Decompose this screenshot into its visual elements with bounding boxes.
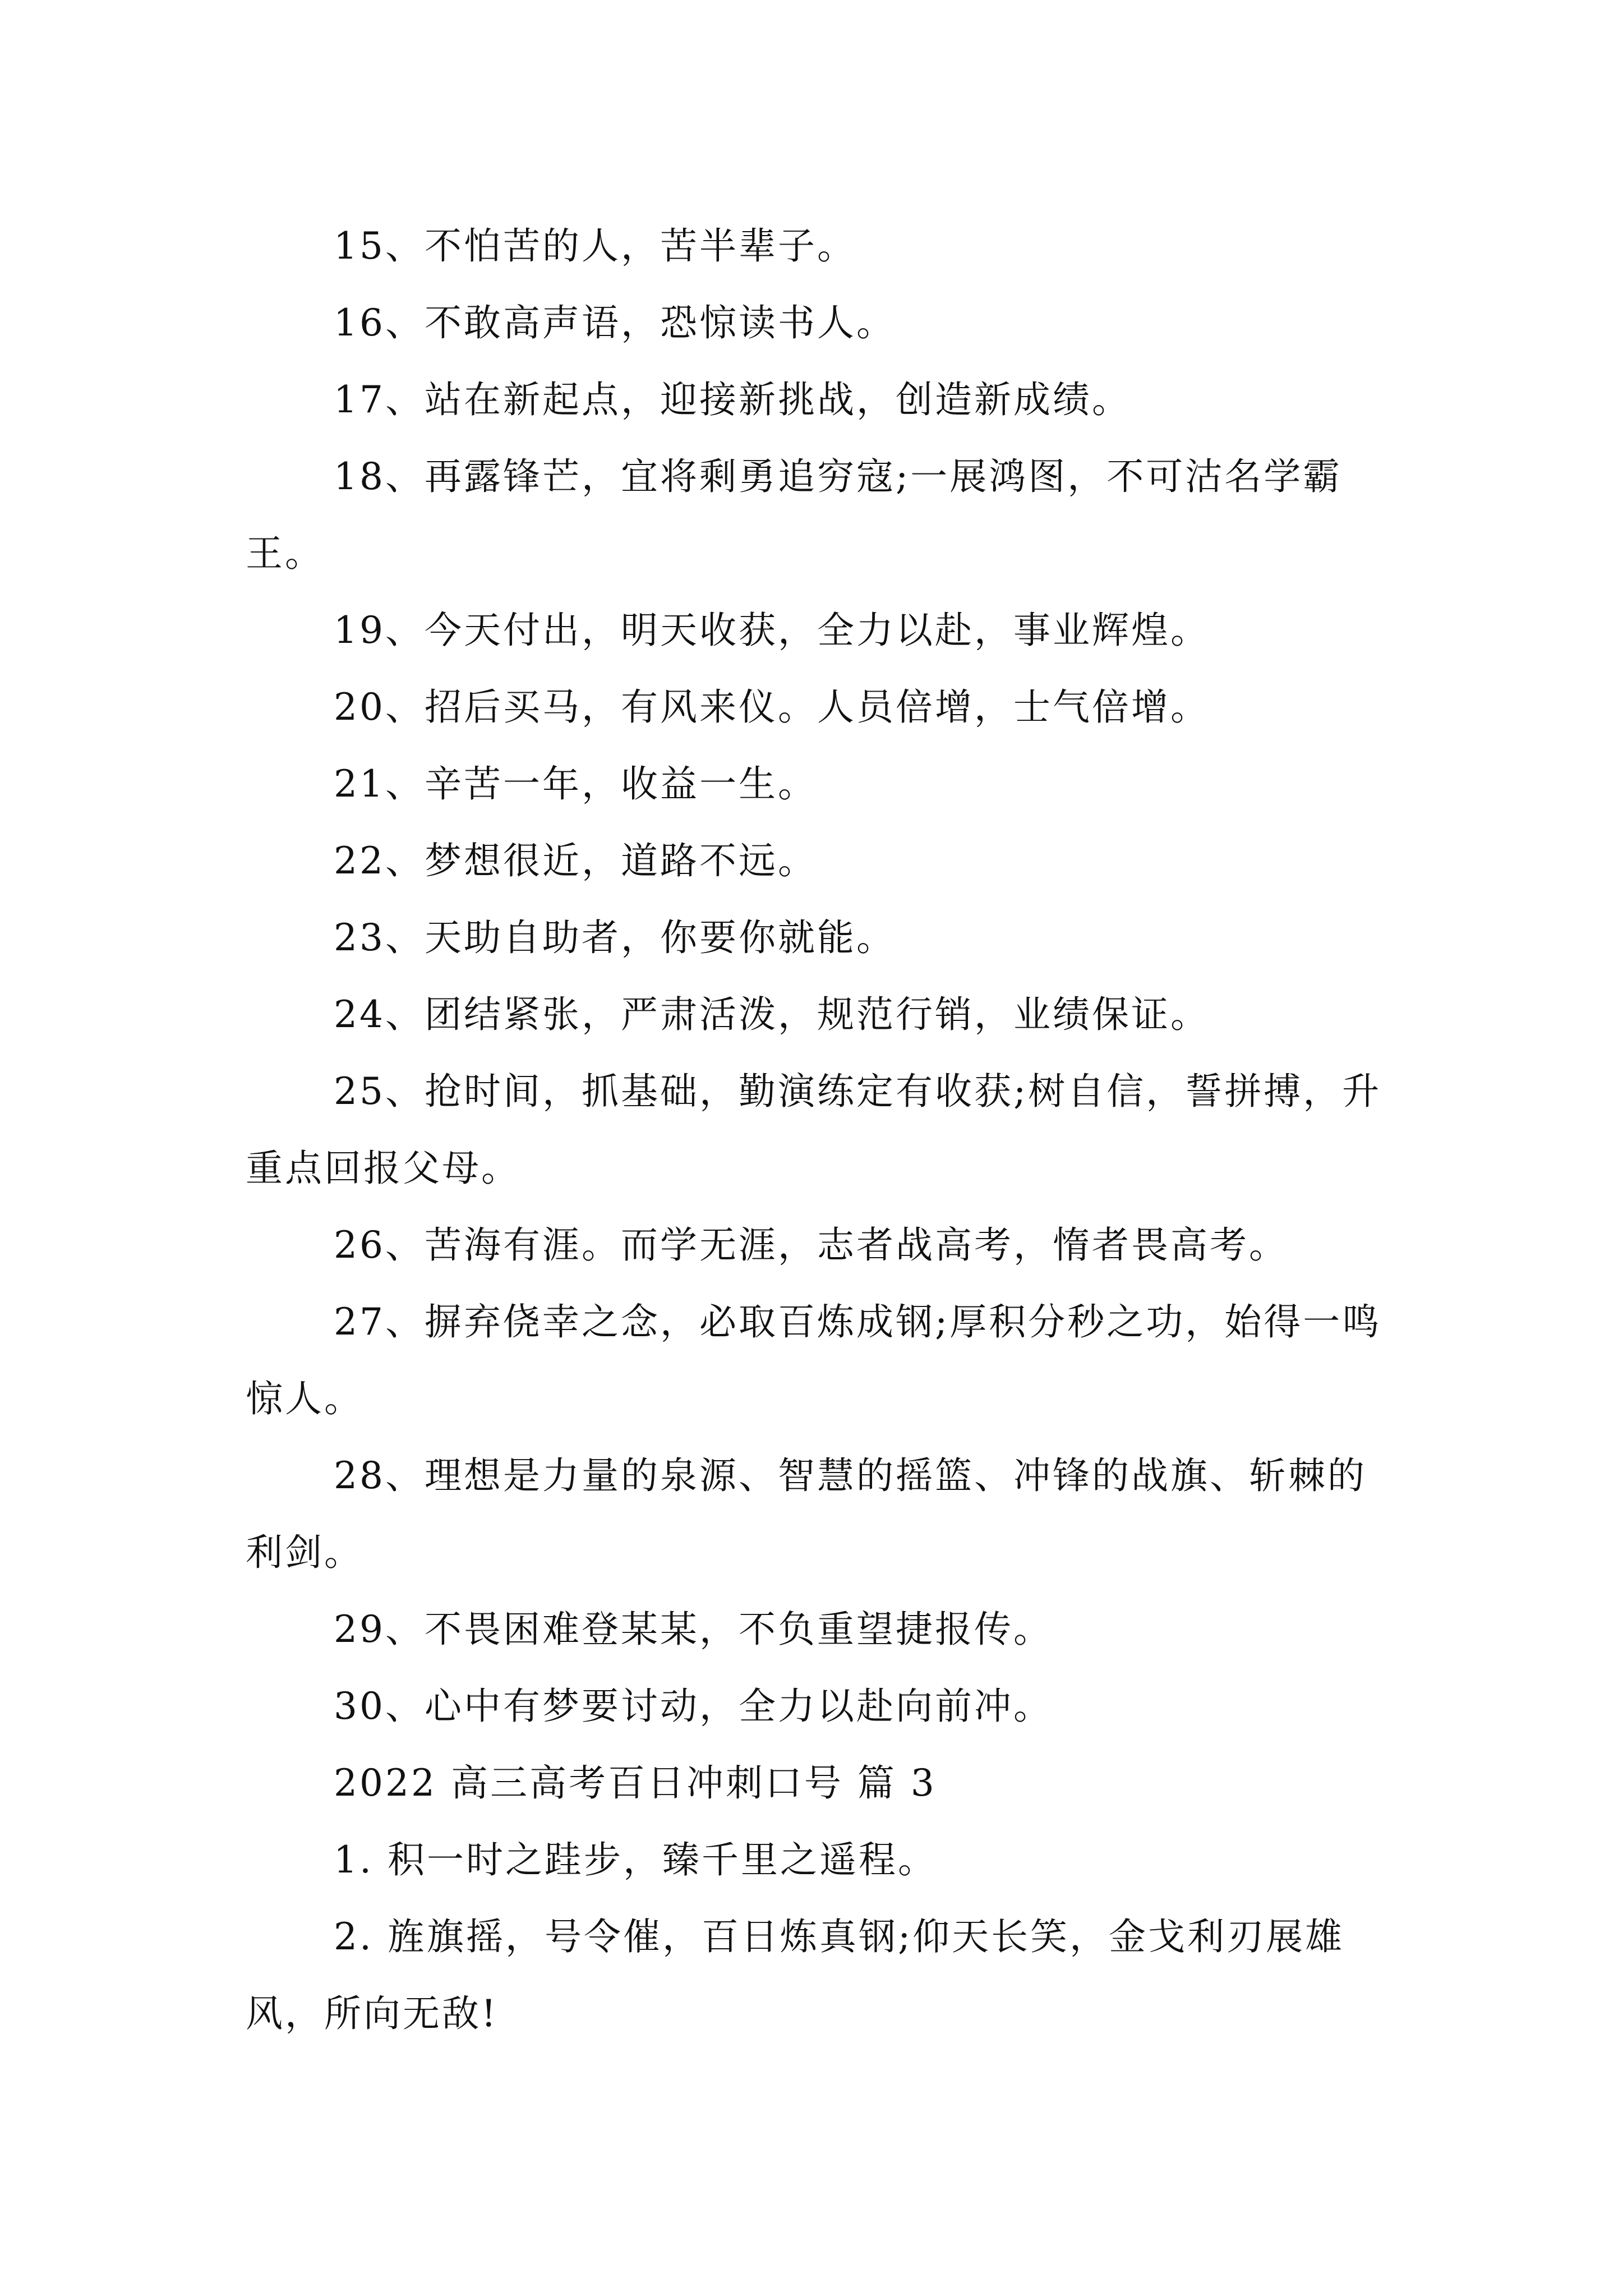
section-heading: 2022 高三高考百日冲刺口号 篇 3 <box>334 1761 937 1805</box>
list-item: 27、摒弃侥幸之念，必取百炼成钢;厚积分秒之功，始得一鸣惊人。 <box>246 1300 1382 1420</box>
list-item: 23、天助自助者，你要你就能。 <box>334 916 896 959</box>
list-item: 25、抢时间，抓基础，勤演练定有收获;树自信，誓拼搏，升重点回报父母。 <box>246 1070 1382 1190</box>
list-item: 1. 积一时之跬步，臻千里之遥程。 <box>334 1838 937 1881</box>
list-item: 2. 旌旗摇，号令催，百日炼真钢;仰天长笑，金戈利刃展雄风，所向无敌! <box>246 1915 1345 2035</box>
list-item: 26、苦海有涯。而学无涯，志者战高考，惰者畏高考。 <box>334 1223 1288 1267</box>
list-item: 21、辛苦一年，收益一生。 <box>334 762 817 806</box>
list-item: 20、招后买马，有风来仪。人员倍增，士气倍增。 <box>334 685 1210 729</box>
list-item: 24、团结紧张，严肃活泼，规范行销，业绩保证。 <box>334 993 1210 1036</box>
list-item: 29、不畏困难登某某，不负重望捷报传。 <box>334 1608 1053 1651</box>
list-item: 30、心中有梦要讨动，全力以赴向前冲。 <box>334 1685 1053 1728</box>
list-item: 15、不怕苦的人，苦半辈子。 <box>334 224 856 268</box>
list-item: 16、不敢高声语，恐惊读书人。 <box>334 301 896 344</box>
list-item: 19、今天付出，明天收获，全力以赴，事业辉煌。 <box>334 609 1210 652</box>
list-item: 28、理想是力量的泉源、智慧的摇篮、冲锋的战旗、斩棘的利剑。 <box>246 1454 1367 1574</box>
list-item: 22、梦想很近，道路不远。 <box>334 839 817 882</box>
list-item: 17、站在新起点，迎接新挑战，创造新成绩。 <box>334 378 1131 421</box>
list-item: 18、再露锋芒，宜将剩勇追穷寇;一展鸿图，不可沽名学霸王。 <box>246 455 1343 575</box>
